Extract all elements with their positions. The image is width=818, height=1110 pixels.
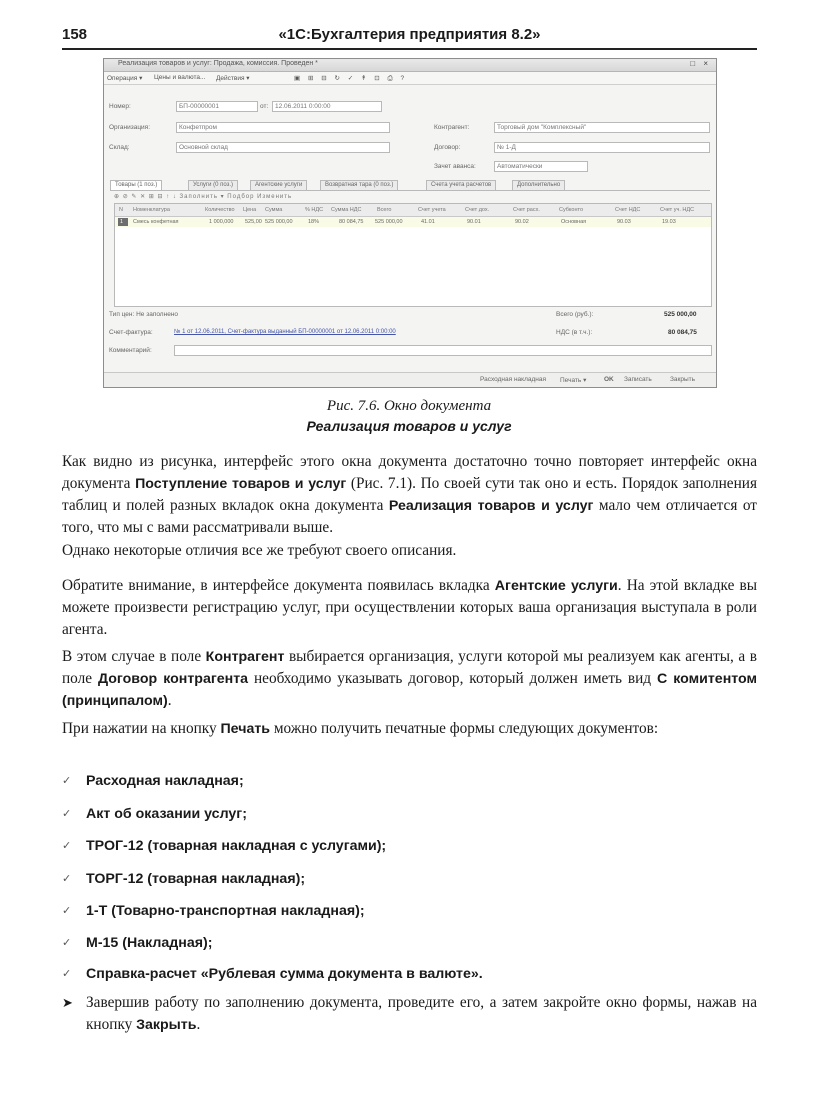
tab-agent-services[interactable]: Агентские услуги (250, 180, 307, 190)
text-run: выбирается организация, услуги которой мы реализуем как агенты, а в поле (62, 648, 757, 687)
column-header[interactable]: Счет НДС (615, 207, 641, 213)
checkmark-icon: ✓ (62, 775, 72, 787)
list-item-text: М-15 (Накладная); (86, 935, 213, 951)
ok-button[interactable]: OK (604, 376, 614, 383)
list-item-text: Справка-расчет «Рублевая сумма документа в валюте». (86, 966, 483, 982)
checkmark-icon: ✓ (62, 840, 72, 852)
column-header[interactable]: Количество (205, 207, 235, 213)
list-item-text: ТРОГ-12 (товарная накладная с услугами); (86, 838, 387, 854)
actions-menu[interactable]: Действия ▾ (216, 75, 250, 82)
grid-toolbar[interactable]: ⊕ ⊘ ✎ ✕ ⊞ ⊟ ↑ ↓ Заполнить ▾ Подбор Изменить (114, 194, 293, 200)
figure-caption-number: Рис. 7.6. Окно документа (326, 398, 492, 414)
column-header[interactable]: % НДС (305, 207, 324, 213)
window-toolbar (104, 72, 716, 85)
bold-term: Закрыть (136, 1017, 197, 1033)
text-run: можно получить печатные формы следующих документов: (270, 720, 659, 737)
counterparty-field[interactable]: Торговый дом "Комплексный" (494, 122, 710, 133)
document-tabs (110, 180, 710, 191)
table-cell: 90.02 (515, 219, 529, 225)
window-titlebar (104, 59, 716, 72)
text-run: В этом случае в поле (62, 648, 206, 665)
paragraph-1 (62, 451, 757, 539)
table-cell: 1 (120, 219, 124, 225)
tab-settlement-accounts[interactable]: Счета учета расчетов (426, 180, 496, 190)
page-number: 158 (62, 26, 88, 43)
running-title: «1С:Бухгалтерия предприятия 8.2» (278, 26, 541, 43)
paragraph-2: Однако некоторые отличия все же требуют своего описания. (62, 542, 457, 559)
paragraph-4 (62, 646, 757, 712)
tab-goods[interactable]: Товары (1 поз.) (110, 180, 162, 190)
paragraph-3 (62, 575, 757, 641)
paragraph-5 (62, 718, 757, 740)
number-label: Номер: (109, 103, 131, 110)
print-button[interactable]: Печать ▾ (560, 377, 587, 384)
text-run: . (196, 1016, 201, 1033)
date-from-label: от: (260, 103, 269, 110)
vat-value: 80 084,75 (668, 329, 697, 336)
advance-field[interactable]: Автоматически (494, 161, 588, 172)
table-cell: 80 084,75 (339, 219, 364, 225)
total-label: Всего (руб.): (556, 311, 594, 318)
text-run: Завершив работу по заполнению документа, проведите его, а затем закройте окно формы, нажав на кнопку (86, 994, 757, 1033)
text-run: Как видно из рисунка, интерфейс этого окна документа достаточно точно повторяет интерфейс окна документа (62, 453, 757, 492)
list-item-text: ТОРГ-12 (товарная накладная); (86, 871, 306, 887)
bold-term: С комитентом (принципалом) (62, 671, 758, 709)
tab-additional[interactable]: Дополнительно (512, 180, 565, 190)
column-header[interactable]: Цена (243, 207, 257, 213)
table-cell: 525,00 (245, 219, 262, 225)
table-cell: 90.01 (467, 219, 481, 225)
invoice-link[interactable]: № 1 от 12.06.2011, Счет-фактура выданный БП-00000001 от 12.06.2011 0:00:00 (174, 329, 396, 335)
operation-menu[interactable]: Операция ▾ (107, 75, 143, 82)
bold-term: Договор контрагента (97, 671, 249, 687)
toolbar-icons[interactable]: ▣ ⊞ ⊟ ↻ ✓ ↟ ⊡ ⎙ ? (294, 75, 408, 82)
close-button[interactable]: Закрыть (670, 376, 696, 383)
checkmark-icon: ✓ (62, 808, 72, 820)
column-header[interactable]: Сумма НДС (331, 207, 362, 213)
column-header[interactable]: Субконто (559, 207, 584, 213)
table-cell: 1 000,000 (209, 219, 234, 225)
table-cell: 525 000,00 (375, 219, 403, 225)
arrow-bullet-icon: ➤ (62, 995, 73, 1010)
save-button[interactable]: Записать (624, 376, 652, 383)
invoice-print-button[interactable]: Расходная накладная (480, 376, 547, 383)
comment-field[interactable] (174, 345, 712, 356)
contract-field[interactable]: № 1-Д (494, 142, 710, 153)
advance-label: Зачет аванса: (434, 163, 476, 170)
checkmark-icon: ✓ (62, 968, 72, 980)
column-header[interactable]: Счет учета (418, 207, 446, 213)
table-row[interactable] (115, 217, 711, 227)
column-header[interactable]: Всего (377, 207, 392, 213)
bold-term: Реализация товаров и услуг (388, 498, 594, 514)
table-cell: 90.03 (617, 219, 631, 225)
text-run: мало чем отличается от того, что мы с вами рассматривали выше. (62, 497, 757, 536)
text-run: . (167, 692, 172, 709)
text-run: Обратите внимание, в интерфейсе документа появилась вкладка (62, 577, 495, 594)
list-item-text: Расходная накладная; (86, 773, 244, 789)
prices-currency-button[interactable]: Цены и валюта... (154, 74, 206, 81)
organization-field[interactable]: Конфетпром (176, 122, 390, 133)
table-cell: Основная (561, 219, 587, 225)
contract-label: Договор: (434, 144, 461, 151)
list-item-text: 1-Т (Товарно-транспортная накладная); (86, 903, 365, 919)
vat-label: НДС (в т.ч.): (556, 329, 593, 336)
column-header[interactable]: Счет расх. (513, 207, 540, 213)
bold-term: Поступление товаров и услуг (135, 476, 347, 492)
column-header[interactable]: Номенклатура (133, 207, 170, 213)
page-header (62, 26, 757, 50)
checkmark-icon: ✓ (62, 905, 72, 917)
counterparty-label: Контрагент: (434, 124, 470, 131)
invoice-label: Счет-фактура: (109, 329, 153, 336)
table-cell: 41.01 (421, 219, 435, 225)
table-cell: Смесь конфетная (133, 219, 179, 225)
bold-term: Печать (220, 721, 270, 737)
column-header[interactable]: Счет уч. НДС (660, 207, 695, 213)
organization-label: Организация: (109, 124, 151, 131)
column-header[interactable]: Сумма (265, 207, 283, 213)
tab-services[interactable]: Услуги (0 поз.) (188, 180, 238, 190)
bold-term: Агентские услуги (494, 578, 618, 594)
table-cell: 18% (308, 219, 320, 225)
warehouse-field[interactable]: Основной склад (176, 142, 390, 153)
table-header (115, 204, 711, 217)
checkmark-icon: ✓ (62, 937, 72, 949)
tab-returnable-packaging[interactable]: Возвратная тара (0 поз.) (320, 180, 398, 190)
window-controls[interactable]: □ × (690, 59, 711, 68)
text-run: необходимо указывать договор, который должен иметь вид (248, 670, 657, 687)
bold-term: Контрагент (205, 649, 285, 665)
final-step-text (86, 992, 757, 1036)
text-run: При нажатии на кнопку (62, 720, 221, 737)
price-type-label[interactable]: Тип цен: Не заполнено (109, 311, 179, 318)
figure-screenshot (103, 58, 717, 388)
warehouse-label: Склад: (109, 144, 130, 151)
date-field[interactable]: 12.06.2011 0:00:00 (272, 101, 382, 112)
goods-table (114, 203, 712, 307)
window-statusbar (104, 372, 716, 387)
table-cell: 19.03 (662, 219, 676, 225)
number-field[interactable]: БП-00000001 (176, 101, 258, 112)
text-run: . На этой вкладке вы можете произвести регистрацию услуг, при осуществлении которых ваша организация выступала в роли агента. (62, 577, 758, 638)
column-header[interactable]: N (119, 207, 123, 213)
figure-caption-title: Реализация товаров и услуг (306, 418, 512, 434)
total-value: 525 000,00 (664, 311, 697, 318)
comment-label: Комментарий: (109, 347, 152, 354)
window-title: Реализация товаров и услуг: Продажа, комиссия. Проведен * (118, 60, 318, 67)
table-cell: 525 000,00 (265, 219, 293, 225)
checkmark-icon: ✓ (62, 873, 72, 885)
text-run: (Рис. 7.1). По своей сути так оно и есть. Порядок заполнения таблиц и полей разных вкладок окна документа (62, 475, 757, 514)
column-header[interactable]: Счет дох. (465, 207, 490, 213)
list-item-text: Акт об оказании услуг; (86, 806, 247, 822)
